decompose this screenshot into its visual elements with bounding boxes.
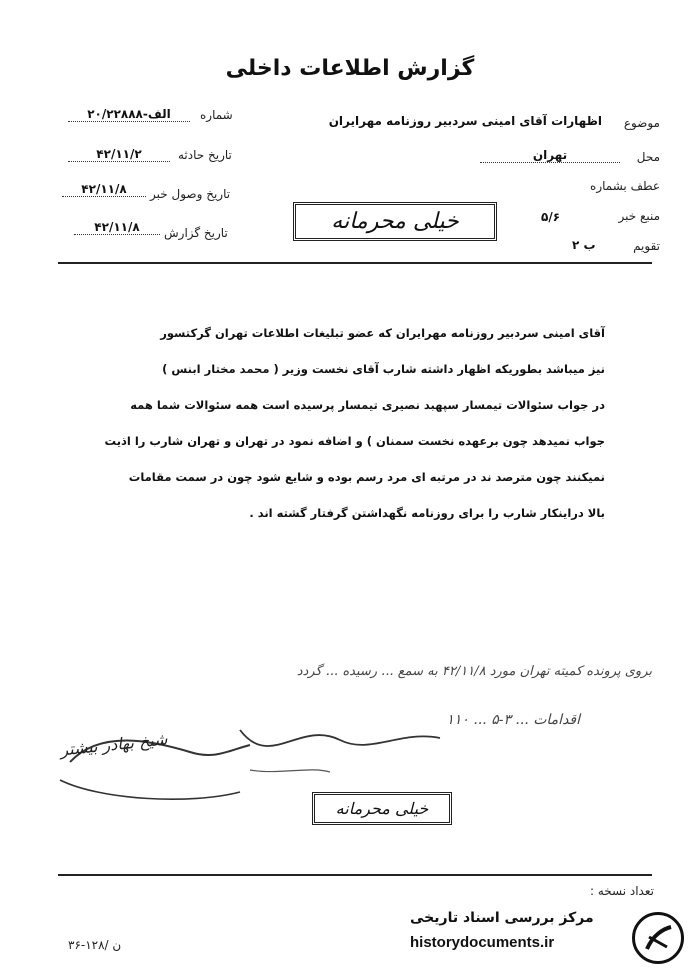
document-code: ۳۶-۱۲۸/ ن <box>68 938 122 952</box>
header-rule <box>58 262 652 264</box>
body-line-3: در جواب سئوالات تیمسار سپهبد نصیری تیمسار پرسیده است همه سئوالات شما همه <box>130 398 605 412</box>
classification-stamp-2: خیلی محرمانه <box>312 792 452 825</box>
place-value: تهران <box>480 148 620 163</box>
watermark-url: historydocuments.ir <box>410 934 555 951</box>
watermark-logo-icon <box>632 912 684 964</box>
evaluation-label: تقویم <box>633 239 660 253</box>
subject-value: اظهارات آقای امینی سردبیر روزنامه مهرایران <box>328 114 602 128</box>
receipt-date-label: تاریخ وصول خبر <box>150 187 231 201</box>
evaluation-value: ب ۲ <box>572 238 596 252</box>
subject-label: موضوع <box>623 116 660 130</box>
receipt-date-value: ۴۲/۱۱/۸ <box>62 182 146 197</box>
classification-stamp: خیلی محرمانه <box>293 202 497 241</box>
source-value: ۵/۶ <box>541 210 561 224</box>
source-label: منبع خبر <box>618 209 660 223</box>
report-date-label: تاریخ گزارش <box>164 226 228 240</box>
copies-label: تعداد نسخه : <box>589 884 654 898</box>
report-date-value: ۴۲/۱۱/۸ <box>74 220 160 235</box>
place-label: محل <box>636 150 660 164</box>
body-line-1: آقای امینی سردبیر روزنامه مهرایران که عضو تبلیغات اطلاعات تهران گرکتسور <box>160 326 605 340</box>
watermark-title: مرکز بررسی اسناد تاریخی <box>410 910 594 926</box>
document-title: گزارش اطلاعات داخلی <box>225 56 475 81</box>
incident-date-label: تاریخ حادثه <box>178 148 232 162</box>
body-line-6: بالا دراینکار شارب را برای روزنامه نگهداشتن گرفتار گشته اند . <box>249 506 605 520</box>
number-value: ۲۰/۲۲۸۸۸-الف <box>68 107 190 122</box>
handwritten-note-1: بروی پرونده کمیته تهران مورد ۴۲/۱۱/۸ به سمع ... رسیده ... گردد <box>296 664 652 679</box>
signature: شیخ بهادر بیشتر <box>59 729 169 760</box>
footer-rule <box>58 874 652 876</box>
handwritten-note-2: اقدامات ... ۳-۵ ... ۱۱۰ <box>446 712 580 728</box>
body-line-5: نمیکنند چون مترصد ند در مرتبه ای مرد رسم بوده و شایع شود چون در سمت مقامات <box>128 470 605 484</box>
body-line-2: نیز میباشد بطوریکه اظهار داشته شارب آقای نخست وزیر ( محمد مختار ابنس ) <box>162 362 605 376</box>
reference-label: عطف بشماره <box>590 179 660 193</box>
body-line-4: جواب نمیدهد چون برعهده نخست سمنان ) و اضافه نمود در تهران و تهران شارب را اذیت <box>104 434 605 448</box>
number-label: شماره <box>200 108 233 122</box>
incident-date-value: ۴۲/۱۱/۲ <box>68 147 170 162</box>
